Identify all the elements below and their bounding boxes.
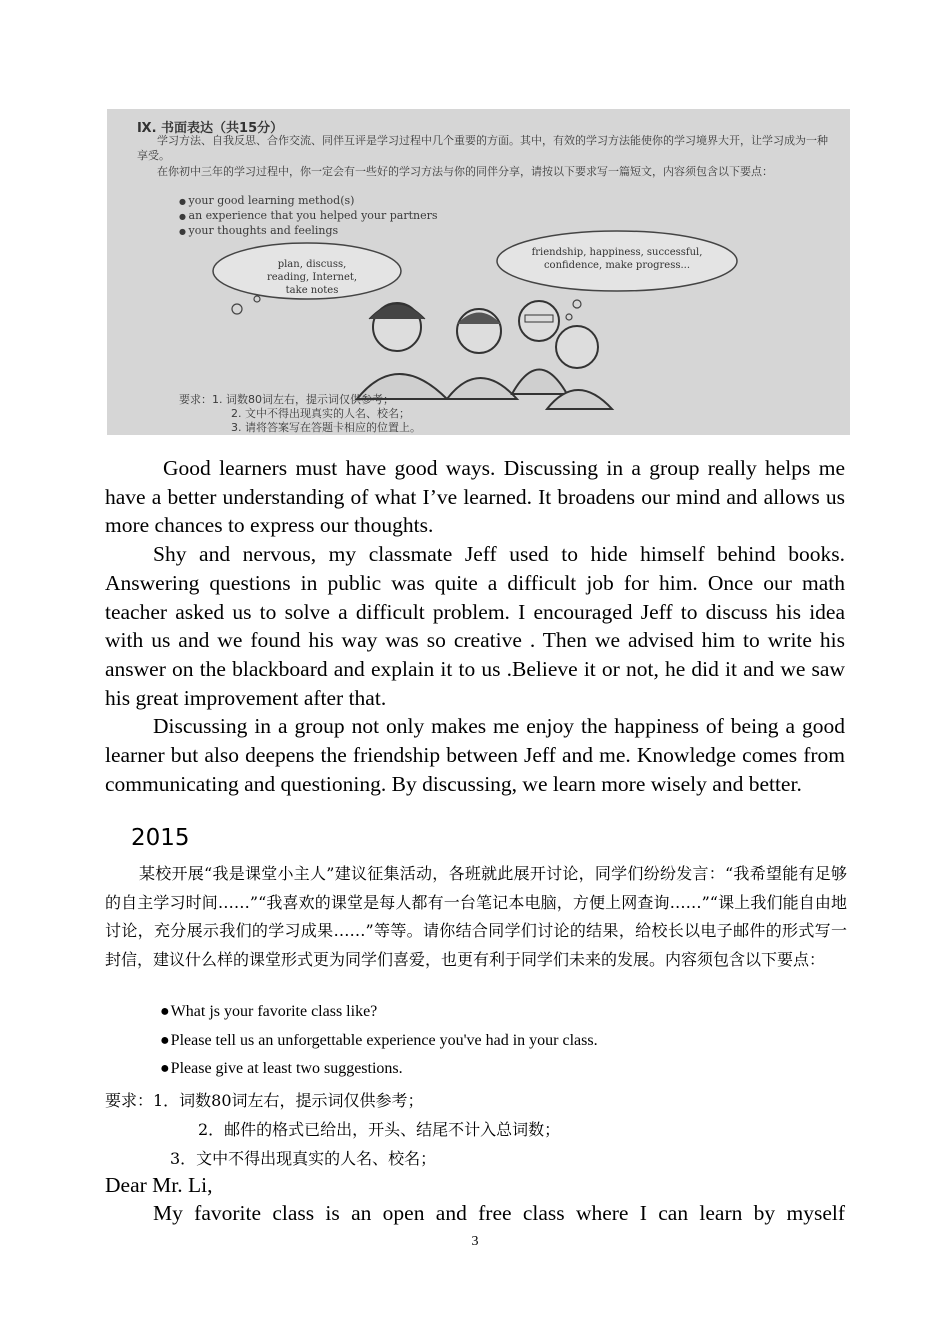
bubble-left-text: plan, discuss, reading, Internet, take notes <box>266 259 358 296</box>
scan-bullet: ● your thoughts and feelings <box>179 224 338 237</box>
key-point: ● Please tell us an unforgettable experience you've had in your class. <box>160 1032 598 1050</box>
writing-task <box>105 860 847 974</box>
task-paragraph: 某校开展“我是课堂小主人”建议征集活动，各班就此展开讨论，同学们纷纷发言：“我希望能有足够的自主学习时间……”“我喜欢的课堂是每人都有一台笔记本电脑，方便上网查询……”“课上我们能自由地讨论，充分展示我们的学习成果……”等等。请你结合同学们讨论的结果，给校长以电子邮件的形式写一封信，建议什么样的课堂形式更为同学们喜爱，也更有利于同学们未来的发展。内容须包含以下要点： <box>105 864 847 969</box>
requirement: 要求：1．词数80词左右，提示词仅供参考； <box>105 1091 424 1110</box>
essay-paragraph: Good learners must have good ways. Discussing in a group really helps me have a better understanding of what I’ve learned. It broadens our mind and allows us more chances to express our thoughts. <box>105 456 845 538</box>
scanned-exam-image <box>107 109 850 435</box>
requirement: 2．邮件的格式已给出，开头、结尾不计入总词数； <box>198 1120 561 1139</box>
key-point: ● What js your favorite class like? <box>160 1003 377 1021</box>
scan-bullet: ● an experience that you helped your partners <box>179 209 438 222</box>
key-point: ● Please give at least two suggestions. <box>160 1060 403 1078</box>
requirement: 3．文中不得出现真实的人名、校名； <box>170 1149 437 1168</box>
year-heading: 2015 <box>131 825 190 851</box>
letter-first-line: My favorite class is an open and free class where I can learn by myself <box>153 1201 845 1225</box>
scan-intro-2: 在你初中三年的学习过程中，你一定会有一些好的学习方法与你的同伴分享，请按以下要求写一篇短文，内容须包含以下要点： <box>157 165 773 178</box>
scan-requirement: 3. 请将答案写在答题卡相应的位置上。 <box>231 421 421 434</box>
scan-requirement: 要求：1. 词数80词左右，提示词仅供参考； <box>179 393 394 406</box>
essay-paragraph: Shy and nervous, my classmate Jeff used to hide himself behind books. Answering questions in public was quite a difficult job for him. Once our math teacher asked us to solve a difficult problem. I encouraged Jeff to discuss his idea with us and we found his way was so creative . Then we advised him to write his answer on the blackboard and explain it to us .Believe it or not, he did it and we saw his great improvement after that. <box>105 542 845 710</box>
salutation: Dear Mr. Li, <box>105 1173 213 1197</box>
bubble-right-text: friendship, happiness, successful, confidence, make progress... <box>531 247 703 271</box>
scan-requirement: 2. 文中不得出现真实的人名、校名； <box>231 407 410 420</box>
scan-bullet: ● your good learning method(s) <box>179 194 354 207</box>
model-essay <box>105 454 845 798</box>
scan-intro-1: 学习方法、自我反思、合作交流、同伴互评是学习过程中几个重要的方面。其中，有效的学习方法能使你的学习境界大开，让学习成为一种享受。 <box>137 134 828 162</box>
page-number: 3 <box>471 1234 479 1249</box>
scan-heading: Ⅸ. 书面表达（共15分） <box>137 121 284 136</box>
essay-paragraph: Discussing in a group not only makes me enjoy the happiness of being a good learner but also deepens the friendship between Jeff and me. Knowledge comes from communicating and questioning. By discussing, we learn more wisely and better. <box>105 714 845 796</box>
